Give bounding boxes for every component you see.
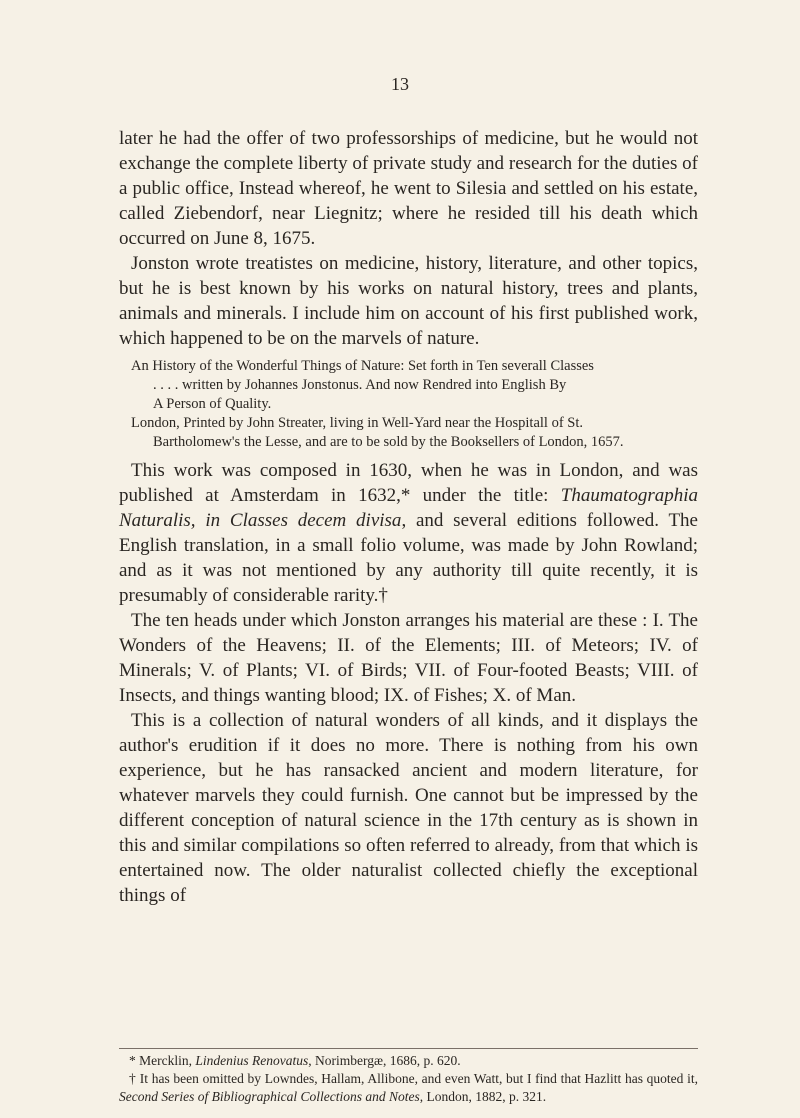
paragraph-1: later he had the offer of two professorships of medicine, but he would not exchange the complete liberty of private study and research for the duties of a public office, Instead whereof, he went to Silesia and settled on his estate, called Ziebendorf, near Liegnitz; where he resided till his death which occurred on June 8, 1675. [119, 128, 698, 249]
page-number: 13 [391, 74, 409, 94]
footnote-1 [119, 1052, 698, 1070]
paragraph-4-text-b: , and several editions followed. The English translation, in a small folio volume, was made by John Rowland; and as it was not mentioned by any authority till quite recently, it is presumably of considerable rarity.† [119, 510, 698, 606]
title-page-quote [119, 357, 698, 452]
footnote-2-text-b: , London, 1882, p. 321. [419, 1089, 547, 1104]
paragraph-4 [119, 458, 698, 608]
body-text [119, 126, 698, 908]
paragraph-5: The ten heads under which Jonston arranges his material are these : I. The Wonders of the Heavens; II. of the Elements; III. of Meteors; IV. of Minerals; V. of Plants; VI. of Birds; VII. of Four-footed Beasts; VIII. of Insects, and things wanting blood; IX. of Fishes; X. of Man. [119, 610, 698, 706]
footnote-1-text-a: * Mercklin, [129, 1053, 196, 1068]
quote-line-2: . . . . written by Johannes Jonstonus. And now Rendred into English By [153, 377, 567, 393]
footnote-2-title: Second Series of Bibliographical Collections and Notes [119, 1089, 420, 1104]
paragraph-6: This is a collection of natural wonders of all kinds, and it displays the author's erudition if it does no more. There is nothing from his own experience, but he has ransacked ancient and modern literature, for whatever marvels they could furnish. One cannot but be impressed by the different conception of natural science in the 17th century as is shown in this and similar compilations so often referred to already, from that which is entertained now. The older naturalist collected chiefly the exceptional things of [119, 710, 698, 906]
paragraph-2: Jonston wrote treatistes on medicine, history, literature, and other topics, but he is best known by his works on natural history, trees and plants, animals and minerals. I include him on account of his first published work, which happened to be on the marvels of nature. [119, 253, 698, 349]
quote-line-5: Bartholomew's the Lesse, and are to be sold by the Booksellers of London, 1657. [153, 434, 624, 450]
paragraph-4-text-a: This work was composed in 1630, when he was in London, and was published at Amsterdam in 1632,* under the title: [119, 460, 698, 506]
book-title-thaumatographia: Thaumatographia Naturalis, in Classes decem divisa [119, 485, 698, 531]
footnote-1-title: Lindenius Renovatus [195, 1053, 309, 1068]
quote-line-3: A Person of Quality. [153, 396, 272, 412]
quote-line-1: An History of the Wonderful Things of Nature: Set forth in Ten severall Classes [131, 358, 594, 374]
footnotes [119, 1048, 698, 1106]
quote-line-4: London, Printed by John Streater, living in Well-Yard near the Hospitall of St. [131, 415, 583, 431]
footnote-2-text-a: † It has been omitted by Lowndes, Hallam, Allibone, and even Watt, but I find that Hazlitt has quoted it, [129, 1071, 698, 1086]
footnote-2 [119, 1070, 698, 1106]
footnote-1-text-b: , Norimbergæ, 1686, p. 620. [308, 1053, 461, 1068]
